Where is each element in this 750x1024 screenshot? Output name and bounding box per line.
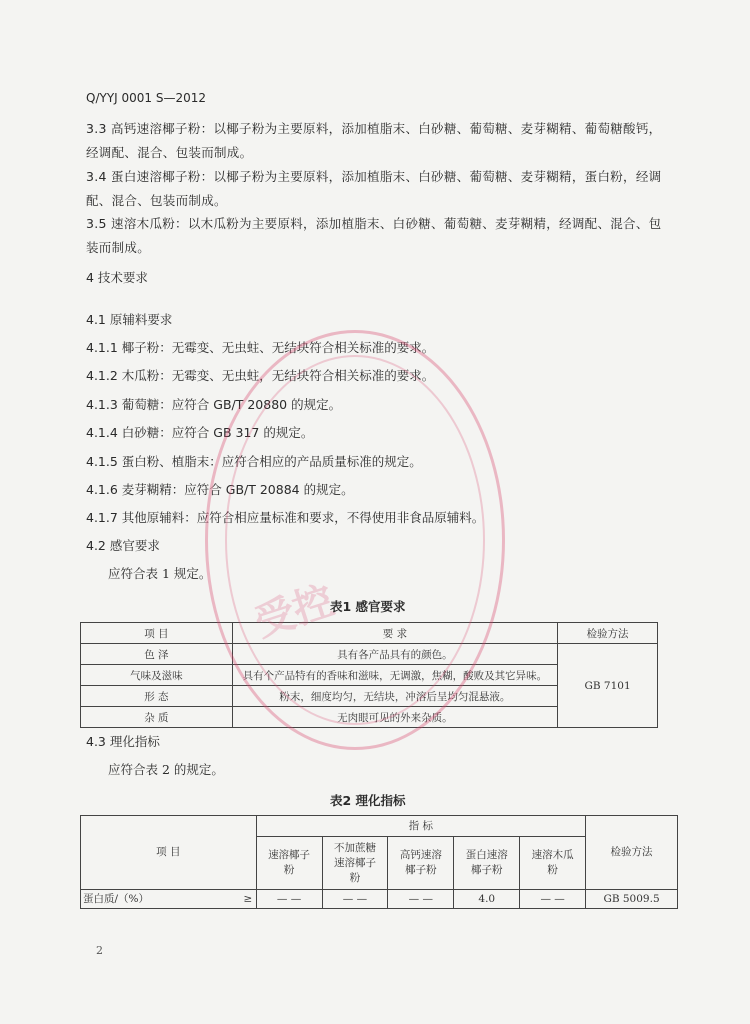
requirement-4-1-5: 4.1.5 蛋白粉、植脂末：应符合相应的产品质量标准的规定。 (86, 454, 422, 469)
table-cell: 色 泽 (81, 644, 233, 665)
table-2-col-high-calcium-coconut: 高钙速溶椰子粉 (388, 837, 454, 890)
table-cell: GB 5009.5 (586, 890, 678, 909)
table-cell: 粉末，细度均匀，无结块，冲溶后呈均匀混悬液。 (232, 686, 557, 707)
table-cell: — — (388, 890, 454, 909)
table-1-method-cell: GB 7101 (558, 644, 658, 728)
table-2-physicochemical (80, 815, 678, 909)
section-4-2-heading: 4.2 感官要求 (86, 538, 160, 553)
table-row (81, 890, 678, 909)
table-2-caption: 表2 理化指标 (330, 793, 406, 808)
table-cell: 4.0 (454, 890, 520, 909)
requirement-4-1-4: 4.1.4 白砂糖：应符合 GB 317 的规定。 (86, 425, 314, 440)
definition-3-4: 3.4 蛋白速溶椰子粉：以椰子粉为主要原料，添加植脂末、白砂糖、葡萄糖、麦芽糊精，蛋白粉，经调配、混合、包装而制成。 (86, 169, 662, 208)
table-cell: — — (520, 890, 586, 909)
table-cell: 形 态 (81, 686, 233, 707)
table-2-col-instant-papaya: 速溶木瓜粉 (520, 837, 586, 890)
table-1-header-row (81, 623, 658, 644)
definition-3-5: 3.5 速溶木瓜粉：以木瓜粉为主要原料，添加植脂末、白砂糖、葡萄糖、麦芽糊精，经调配、混合、包装而制成。 (86, 216, 662, 255)
table-cell: 无肉眼可见的外来杂质。 (232, 707, 557, 728)
definition-3-3: 3.3 高钙速溶椰子粉：以椰子粉为主要原料，添加植脂末、白砂糖、葡萄糖、麦芽糊精、葡萄糖酸钙，经调配、混合、包装而制成。 (86, 121, 662, 160)
table-1-header-method: 检验方法 (558, 623, 658, 644)
requirement-4-1-3: 4.1.3 葡萄糖：应符合 GB/T 20880 的规定。 (86, 397, 342, 412)
requirement-4-1-2: 4.1.2 木瓜粉：无霉变、无虫蛀，无结块符合相关标准的要求。 (86, 368, 435, 383)
section-4-1-heading: 4.1 原辅料要求 (86, 312, 173, 327)
requirement-4-1-1: 4.1.1 椰子粉：无霉变、无虫蛀、无结块符合相关标准的要求。 (86, 340, 435, 355)
table-cell: — — (256, 890, 322, 909)
section-4-2-note: 应符合表 1 规定。 (108, 566, 212, 581)
section-4-heading: 4 技术要求 (86, 270, 148, 285)
table-cell: 具有个产品特有的香味和滋味，无调激，焦糊，酸败及其它异味。 (232, 665, 557, 686)
page-number: 2 (96, 944, 103, 957)
standard-code: Q/YYJ 0001 S—2012 (86, 91, 207, 105)
table-cell: ≥ (240, 890, 256, 909)
table-2-col-sugar-free-coconut: 不加蔗糖速溶椰子粉 (322, 837, 388, 890)
table-cell: 气味及滋味 (81, 665, 233, 686)
table-1-sensory (80, 622, 658, 728)
control-stamp-text: 受控 (249, 577, 340, 647)
table-2-col-instant-coconut: 速溶椰子粉 (256, 837, 322, 890)
table-2-col-protein-coconut: 蛋白速溶椰子粉 (454, 837, 520, 890)
table-cell: 蛋白质/（%） (81, 890, 241, 909)
table-2-header-row (81, 816, 678, 837)
requirement-4-1-7: 4.1.7 其他原辅料：应符合相应量标准和要求，不得使用非食品原辅料。 (86, 510, 485, 525)
table-2-header-group: 指 标 (256, 816, 585, 837)
table-cell: 杂 质 (81, 707, 233, 728)
table-1-caption: 表1 感官要求 (330, 599, 406, 614)
table-1-header-item: 项 目 (81, 623, 233, 644)
table-row (81, 644, 658, 665)
table-cell: — — (322, 890, 388, 909)
requirement-4-1-6: 4.1.6 麦芽糊精：应符合 GB/T 20884 的规定。 (86, 482, 354, 497)
table-2-header-item: 项 目 (81, 816, 257, 890)
section-4-3-heading: 4.3 理化指标 (86, 734, 160, 749)
table-1-header-requirement: 要 求 (232, 623, 557, 644)
table-2-header-method: 检验方法 (586, 816, 678, 890)
table-cell: 具有各产品具有的颜色。 (232, 644, 557, 665)
section-4-3-note: 应符合表 2 的规定。 (108, 762, 224, 777)
